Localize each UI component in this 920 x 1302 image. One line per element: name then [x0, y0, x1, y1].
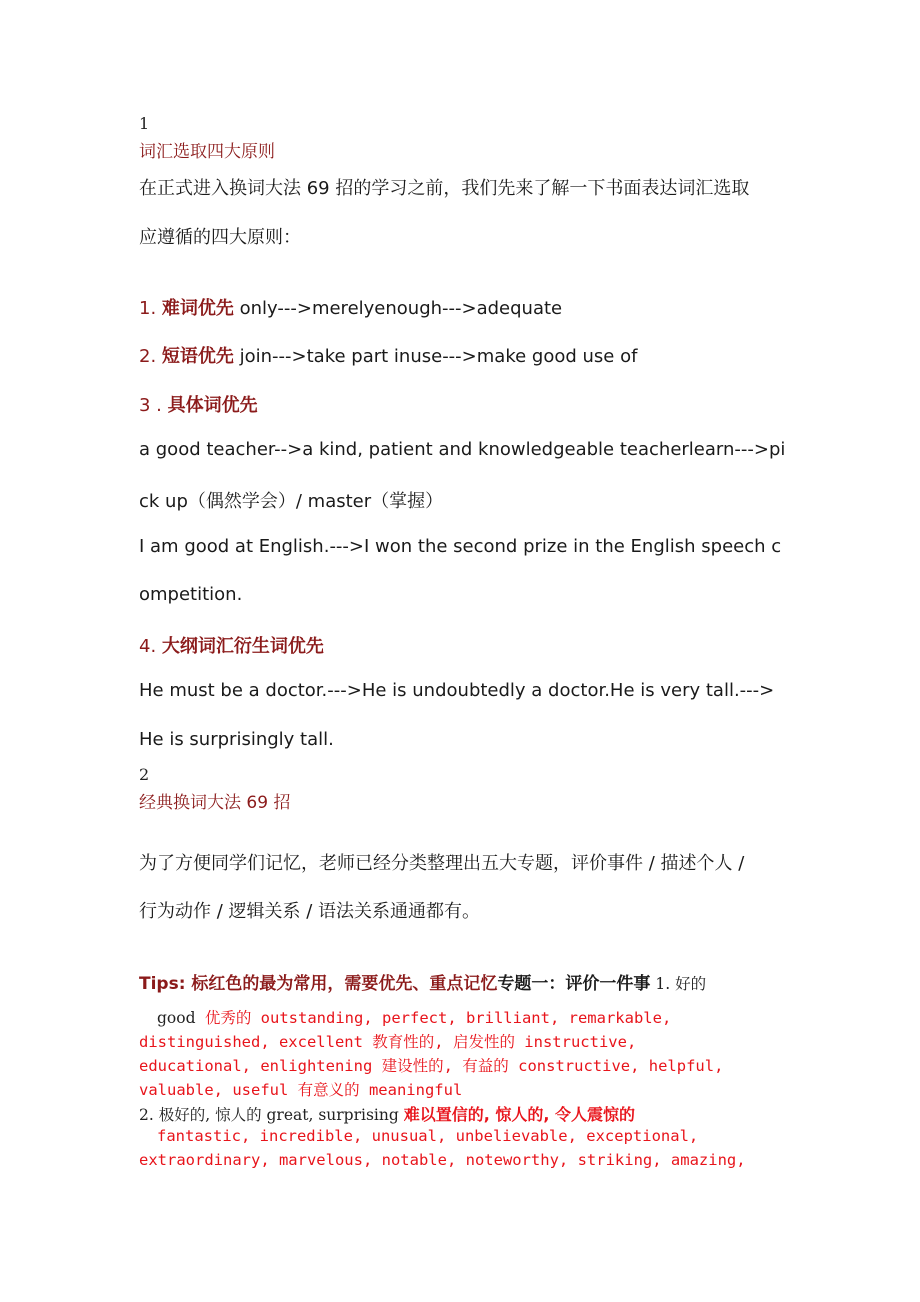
synonym-line: extraordinary, marvelous, notable, noteworthy, striking, amazing, [139, 1151, 746, 1169]
section-title-2: 经典换词大法 69 招 [139, 793, 291, 813]
principle-1 [139, 294, 562, 320]
item-words: 极好的, 惊人的 great, surprising [158, 1106, 404, 1124]
principle-2 [139, 342, 637, 368]
principle-example: join--->take part inuse--->make good use of [233, 346, 638, 367]
principle-label: 短语优先 [161, 346, 234, 367]
synonym-line: valuable, useful 有意义的 meaningful [139, 1081, 463, 1099]
synonym-item-2 [139, 1102, 635, 1125]
principle-3-example-line: ck up（偶然学会）/ master（掌握） [139, 491, 444, 512]
principle-number: 1. [139, 298, 162, 319]
item-word: good [157, 1009, 196, 1027]
topic-title: 专题一：评价一件事 [497, 974, 651, 994]
principle-4-example-line-2: He is surprisingly tall. [139, 729, 334, 750]
synonym-list: 优秀的 outstanding, perfect, brilliant, remarkable, [195, 1009, 672, 1027]
section-title-1: 词汇选取四大原则 [139, 142, 275, 162]
section-number-2: 2 [139, 765, 150, 784]
principle-number: 4. [139, 636, 162, 657]
principle-label: 具体词优先 [167, 395, 258, 416]
tips-line [139, 969, 706, 994]
principle-3 [139, 391, 258, 417]
principle-4-example-line-1: He must be a doctor.--->He is undoubtedly a doctor.He is very tall.---> [139, 680, 775, 701]
intro-paragraph-line-1: 在正式进入换词大法 69 招的学习之前，我们先来了解一下书面表达词汇选取 [139, 178, 750, 199]
synonym-line: fantastic, incredible, unusual, unbelievable, exceptional, [157, 1127, 699, 1145]
principle-3-example-line: a good teacher-->a kind, patient and knowledgeable teacherlearn--->pi [139, 439, 786, 460]
tips-prefix: Tips: 标红色的最为常用，需要优先、重点记忆 [139, 974, 498, 994]
principle-4 [139, 632, 324, 658]
section-number-1: 1 [139, 114, 150, 133]
synonym-line: educational, enlightening 建设性的, 有益的 constructive, helpful, [139, 1057, 724, 1075]
principle-label: 大纲词汇衍生词优先 [161, 636, 324, 657]
synonym-line [157, 1006, 671, 1028]
principle-number: 2. [139, 346, 162, 367]
principle-3-example-line: I am good at English.--->I won the second prize in the English speech c [139, 536, 782, 557]
item-number: 2. [139, 1106, 159, 1124]
item-number: 1. [650, 975, 676, 993]
principle-number: 3 . [139, 395, 168, 416]
intro-paragraph-line-2: 应遵循的四大原则： [139, 227, 301, 248]
principle-3-example-line: ompetition. [139, 584, 243, 605]
synonym-line: distinguished, excellent 教育性的, 启发性的 instructive, [139, 1033, 637, 1051]
principle-example: only--->merelyenough--->adequate [233, 298, 563, 319]
section-2-intro-line-1: 为了方便同学们记忆，老师已经分类整理出五大专题，评价事件 / 描述个人 / [139, 853, 745, 874]
principle-label: 难词优先 [161, 298, 234, 319]
synonym-heading: 难以置信的, 惊人的, 令人震惊的 [403, 1105, 636, 1124]
item-word: 好的 [675, 975, 707, 993]
section-2-intro-line-2: 行为动作 / 逻辑关系 / 语法关系通通都有。 [139, 901, 481, 922]
